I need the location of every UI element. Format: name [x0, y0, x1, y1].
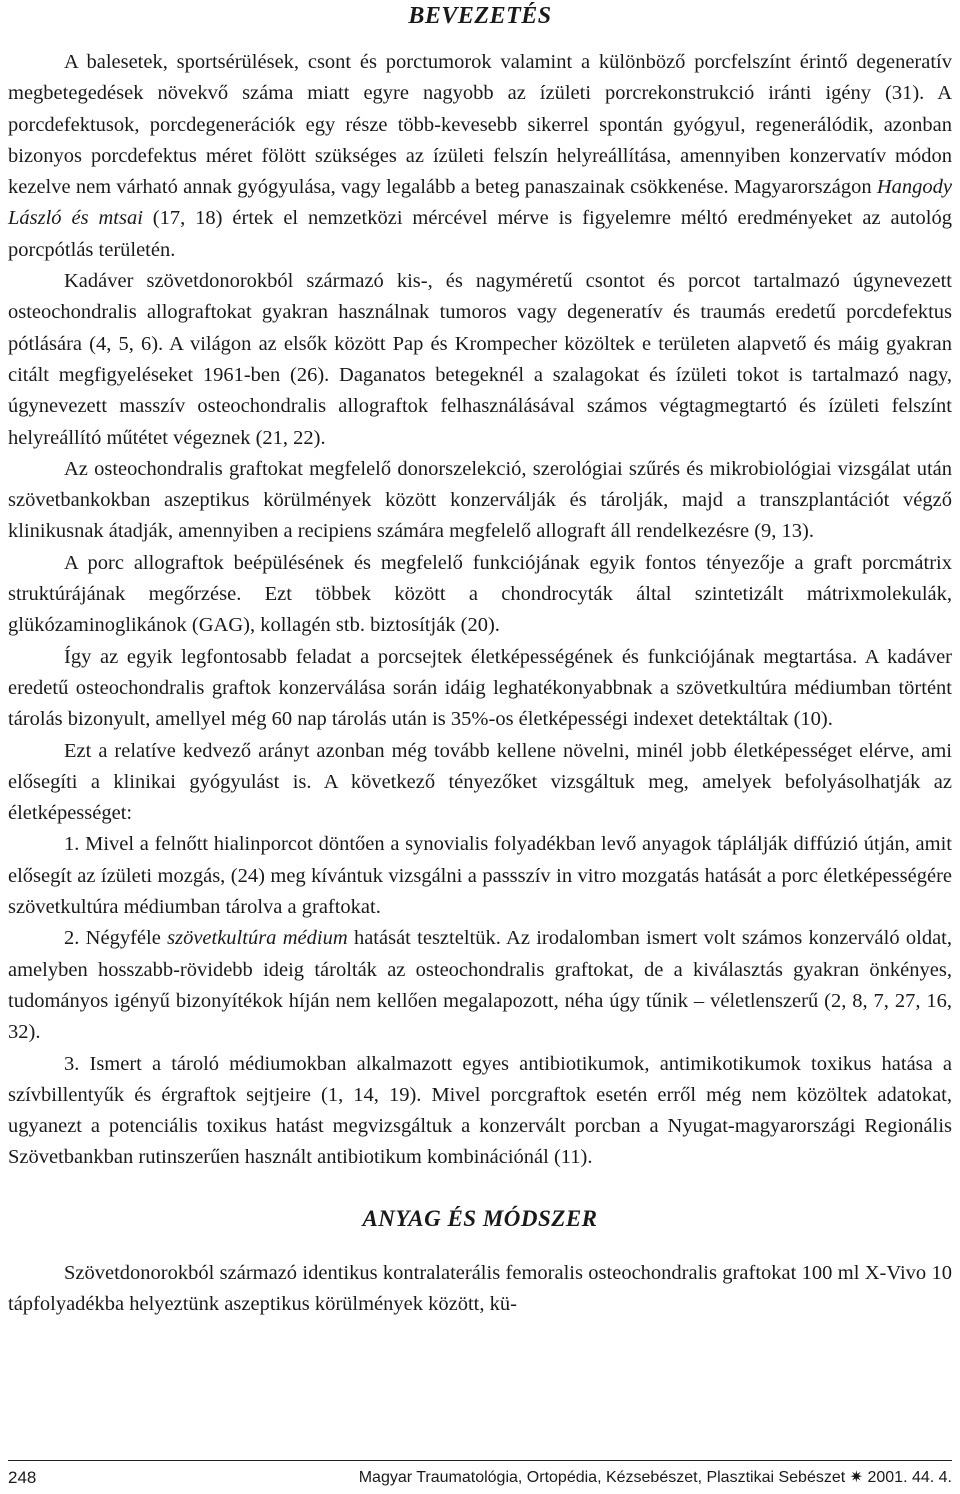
- numbered-item-3: [8, 1049, 952, 1174]
- journal-citation: Magyar Traumatológia, Ortopédia, Kézsebészet, Plasztikai Sebészet ✷ 2001. 44. 4.: [358, 1469, 952, 1486]
- item-number: 2.: [64, 927, 80, 950]
- numbered-item-2: [8, 923, 952, 1048]
- page-footer: [0, 1460, 960, 1494]
- numbered-item-1: [8, 829, 952, 923]
- item-number: 3.: [64, 1052, 80, 1075]
- footer-divider: [8, 1460, 952, 1461]
- article-page: [8, 0, 952, 1320]
- paragraph-intro-1: [8, 47, 952, 266]
- item-text: Mivel a felnőtt hialinporcot döntően a synovialis folyadékban levő anyagok táplálják diffúzió útján, amit elősegít az ízületi mozgás, (24) meg kívántuk vizsgálni a passszív in vitro mozgatás hatását a porc életképességére szövetkultúra médiumban tárolva a graftokat.: [8, 833, 952, 919]
- paragraph-text: (17, 18) értek el nemzetközi mércével mérve is figyelemre méltó eredményeket az autológ porcpótlás területén.: [8, 207, 952, 261]
- item-number: 1.: [64, 833, 80, 856]
- item-text: hatását teszteltük. Az irodalomban ismert volt számos konzerváló oldat, amelyben hosszabb-rövidebb ideig tárolták az osteochondralis graftokat, de a kiválasztás gyakran önkényes, tudományos igényű bizonyítékok híján nem kellően megalapozott, néha úgy tűnik – véletlenszerű (2, 8, 7, 27, 16, 32).: [8, 927, 952, 1044]
- paragraph-text: A balesetek, sportsérülések, csont és porctumorok valamint a különböző porcfelszínt érintő degeneratív megbetegedések növekvő száma miatt egyre nagyobb az ízületi porcrekonstrukció iránti igény (31). A porcdefektusok, porcdegenerációk egy része több-kevesebb sikerrel spontán gyógyul, regenerálódik, azonban bizonyos porcdefektus méret fölött szükséges az ízületi felszín helyreállítása, amennyiben konzervatív módon kezelve nem várható annak gyógyulása, vagy legalább a beteg panaszainak csökkenése. Magyarországon: [8, 51, 952, 199]
- spacer: [8, 1174, 952, 1200]
- paragraph-methods-1: Szövetdonorokból származó identikus kontralaterális femoralis osteochondralis graftokat 100 ml X-Vivo 10 tápfolyadékba helyeztünk aszeptikus körülmények között, kü-: [8, 1261, 952, 1315]
- item-text-italic: szövetkultúra médium: [167, 927, 348, 950]
- paragraph-intro-2: Kadáver szövetdonorokból származó kis-, és nagyméretű csontot és porcot tartalmazó úgynevezett osteochondralis allograftokat gyakran használnak tumoros vagy degeneratív és traumás eredetű porcdefektus pótlására (4, 5, 6). A világon az elsők között Pap és Krompecher közöltek e területen alapvető és máig gyakran citált megfigyeléseket 1961-ben (26). Daganatos betegeknél a szalagokat és ízületi tokot is tartalmazó nagy, úgynevezett masszív osteochondralis allograftok felhasználásával számos végtagmegtartó és ízületi felszínt helyreállító műtétet végeznek (21, 22).: [8, 270, 952, 449]
- paragraph-intro-3: Az osteochondralis graftokat megfelelő donorszelekció, szerológiai szűrés és mikrobiológiai vizsgálat után szövetbankokban aszeptikus körülmények között konzerválják és tárolják, majd a transzplantációt végző klinikusnak átadják, amennyiben a recipiens számára megfelelő allograft áll rendelkezésre (9, 13).: [8, 457, 952, 543]
- section-title-introduction: BEVEZETÉS: [408, 3, 552, 29]
- paragraph-intro-5: Így az egyik legfontosabb feladat a porcsejtek életképességének és funkciójának megtartása. A kadáver eredetű osteochondralis graftok konzerválása során idáig leghatékonyabbnak a szövetkultúra médiumban történt tárolás bizonyult, amellyel még 60 nap tárolás után is 35%-os életképességi indexet detektáltak (10).: [8, 645, 952, 731]
- author-citation-italic: Hangody László és mtsai: [8, 176, 952, 230]
- item-text: Ismert a tároló médiumokban alkalmazott egyes antibiotikumok, antimikotikumok toxikus hatása a szívbillentyűk és érgraftok sejtjeire (1, 14, 19). Mivel porcgraftok esetén erről még nem közöltek adatokat, ugyanezt a potenciális toxikus hatást megvizsgáltuk a konzervált porcban a Nyugat-magyarországi Regionális Szövetbankban rutinszerűen használt antibiotikum kombinációnál (11).: [8, 1052, 952, 1169]
- paragraph-intro-4: A porc allograftok beépülésének és megfelelő funkciójának egyik fontos tényezője a graft porcmátrix struktúrájának megőrzése. Ezt többek között a chondrocyták által szintetizált mátrixmolekulák, glükózaminoglikánok (GAG), kollagén stb. biztosítják (20).: [8, 551, 952, 637]
- spacer: [8, 1238, 952, 1258]
- item-text: Négyféle: [79, 927, 168, 950]
- paragraph-intro-6: Ezt a relatíve kedvező arányt azonban még tovább kellene növelni, minél jobb életképességet elérve, ami elősegíti a klinikai gyógyulást is. A következő tényezőket vizsgáltuk meg, amelyek befolyásolhatják az életképességet:: [8, 739, 952, 825]
- section-title-methods: ANYAG ÉS MÓDSZER: [362, 1205, 598, 1231]
- page-number: 248: [8, 1468, 37, 1487]
